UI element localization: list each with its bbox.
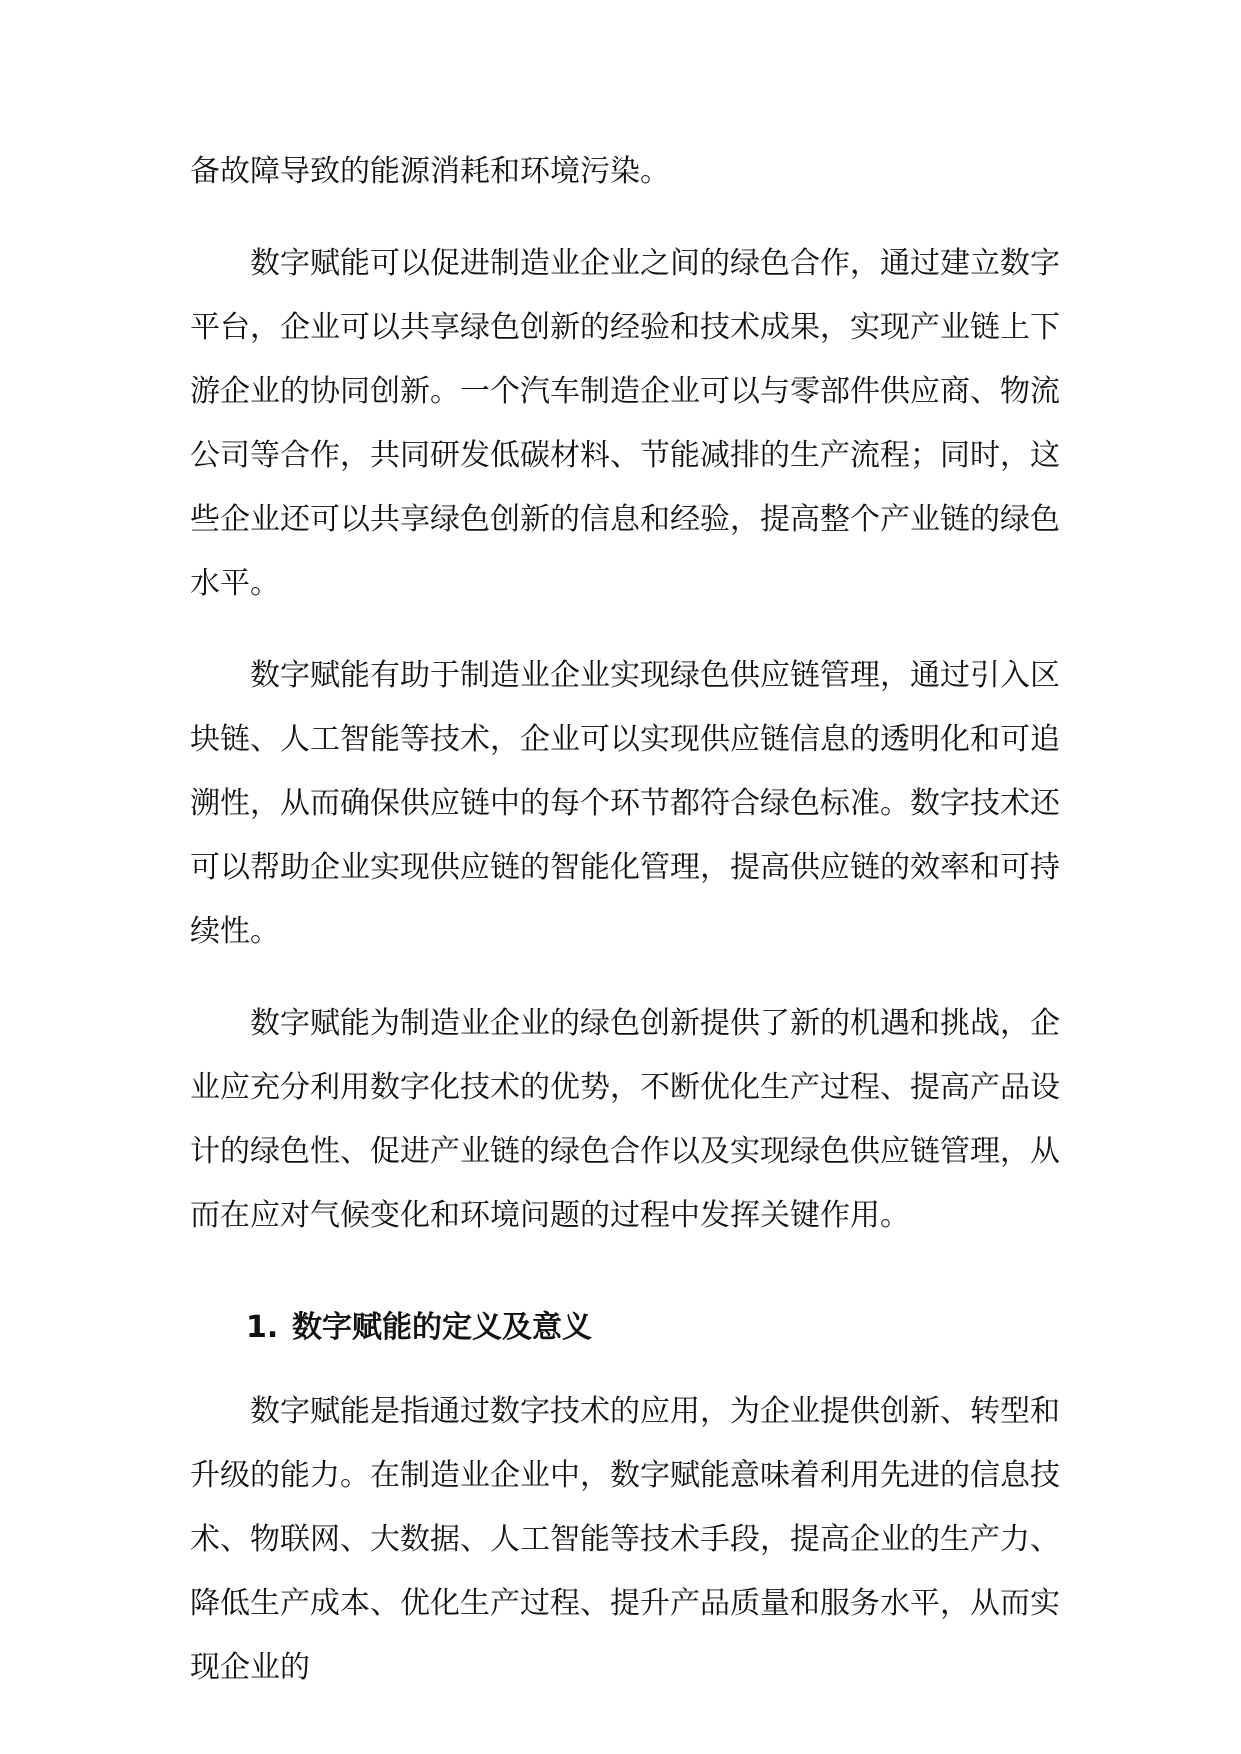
paragraph-green-cooperation: 数字赋能可以促进制造业企业之间的绿色合作，通过建立数字平台，企业可以共享绿色创新的经验和技术成果，实现产业链上下游企业的协同创新。一个汽车制造企业可以与零部件供应商、物流公司等合作，共同研发低碳材料、节能减排的生产流程；同时，这些企业还可以共享绿色创新的信息和经验，提高整个产业链的绿色水平。 (190, 246, 1060, 601)
section-title: 数字赋能的定义及意义 (292, 1310, 592, 1345)
paragraph-green-supply-chain: 数字赋能有助于制造业企业实现绿色供应链管理，通过引入区块链、人工智能等技术，企业可以实现供应链信息的透明化和可追溯性，从而确保供应链中的每个环节都符合绿色标准。数字技术还可以帮助企业实现供应链的智能化管理，提高供应链的效率和可持续性。 (190, 658, 1060, 949)
paragraph-continuation: 备故障导致的能源消耗和环境污染。 (190, 154, 670, 189)
paragraph-summary: 数字赋能为制造业企业的绿色创新提供了新的机遇和挑战，企业应充分利用数字化技术的优势，不断优化生产过程、提高产品设计的绿色性、促进产业链的绿色合作以及实现绿色供应链管理，从而在应对气候变化和环境问题的过程中发挥关键作用。 (190, 1006, 1060, 1233)
document-body (190, 140, 1060, 1728)
section-heading (190, 1300, 1060, 1356)
paragraph-definition: 数字赋能是指通过数字技术的应用，为企业提供创新、转型和升级的能力。在制造业企业中，数字赋能意味着利用先进的信息技术、物联网、大数据、人工智能等技术手段，提高企业的生产力、降低生产成本、优化生产过程、提升产品质量和服务水平，从而实现企业的 (190, 1394, 1060, 1685)
section-number: 1. (246, 1310, 279, 1345)
